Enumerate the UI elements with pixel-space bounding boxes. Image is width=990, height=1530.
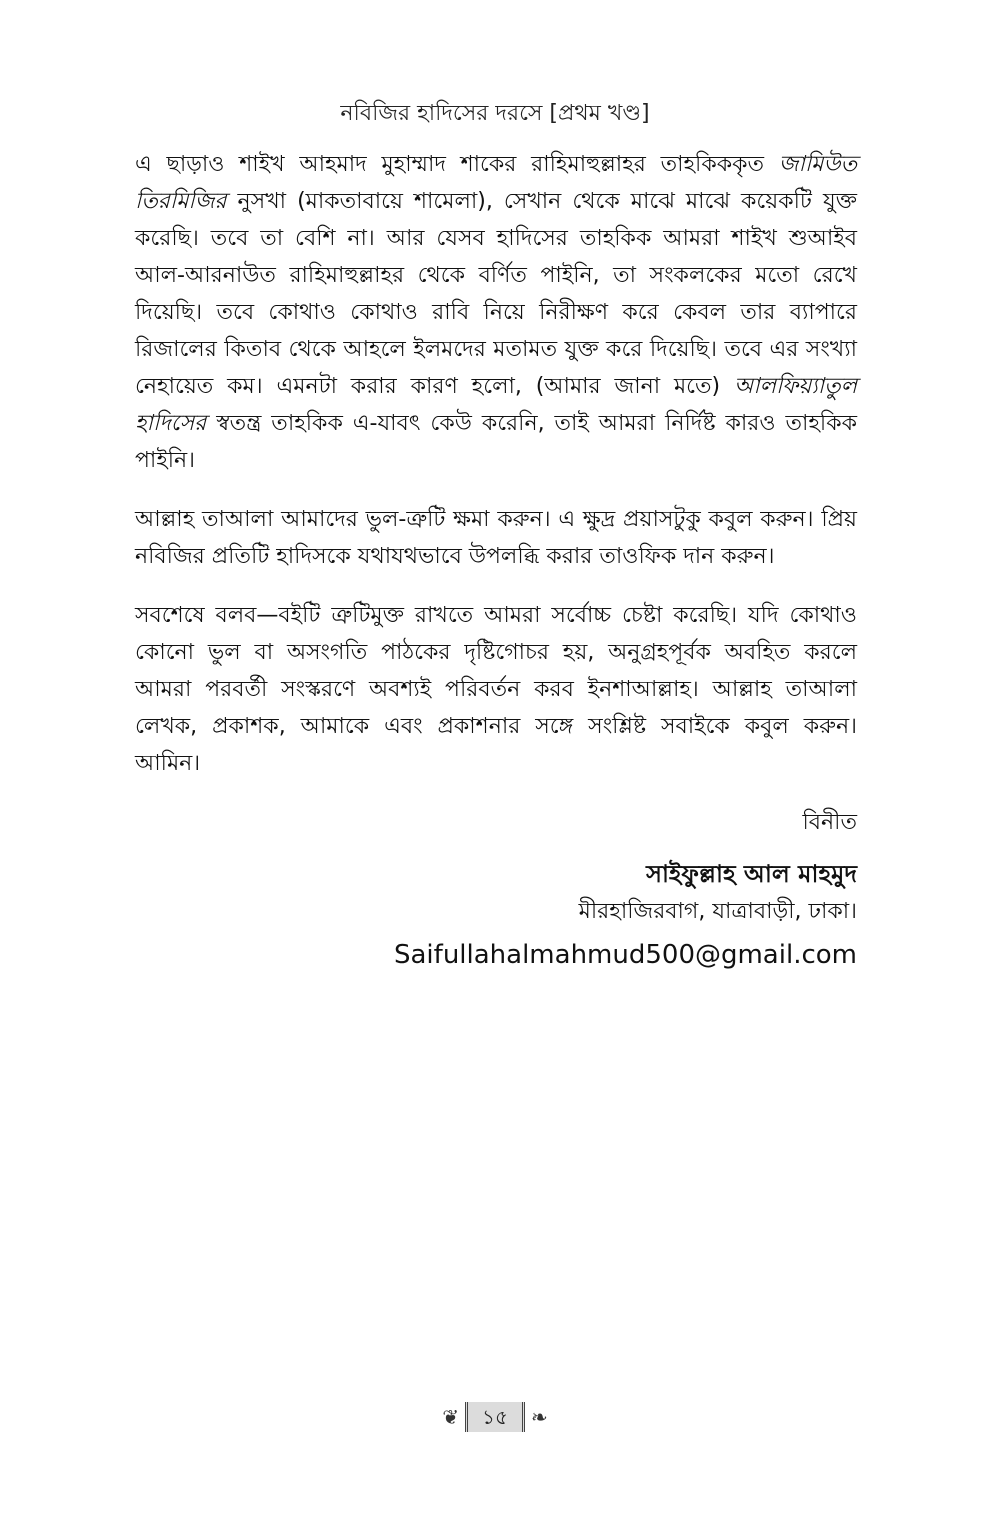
page-footer (0, 1402, 990, 1432)
paragraph-1 (135, 146, 857, 479)
paragraph-2: আল্লাহ তাআলা আমাদের ভুল-ত্রুটি ক্ষমা করুন। এ ক্ষুদ্র প্রয়াসটুকু কবুল করুন। প্রিয় নবিজির প্রতিটি হাদিসকে যথাযথভাবে উপলব্ধি করার তাওফিক দান করুন। (135, 507, 857, 569)
left-ornament-icon: ❦ (442, 1405, 460, 1429)
paragraph-1-text-b: নুসখা (মাকতাবায়ে শামেলা), সেখান থেকে মাঝে মাঝে কয়েকটি যুক্ত করেছি। তবে তা বেশি না। আর যেসব হাদিসের তাহকিক আমরা শাইখ শুআইব আল-আরনাউত রাহিমাহুল্লাহর থেকে বর্ণিত পাইনি, তা সংকলকের মতো রেখে দিয়েছি। তবে কোথাও কোথাও রাবি নিয়ে নিরীক্ষণ করে কেবল তার ব্যাপারে রিজালের কিতাব থেকে আহলে ইলমদের মতামত যুক্ত করে দিয়েছি। তবে এর সংখ্যা নেহায়েত কম। এমনটা করার কারণ হলো, (আমার জানা মতে) (135, 189, 857, 399)
page-number: ১৫ (465, 1402, 525, 1432)
right-ornament-icon: ❧ (530, 1405, 548, 1429)
closing-salutation: বিনীত (802, 810, 857, 835)
page-content (135, 146, 857, 977)
author-name: সাইফুল্লাহ আল মাহমুদ (646, 860, 857, 888)
book-title-jami-tirmidhi: জামিউত তিরমিজির (135, 152, 857, 214)
signature-block (135, 804, 857, 977)
paragraph-3: সবশেষে বলব—বইটি ত্রুটিমুক্ত রাখতে আমরা সর্বোচ্চ চেষ্টা করেছি। যদি কোথাও কোনো ভুল বা অসংগতি পাঠকের দৃষ্টিগোচর হয়, অনুগ্রহপূর্বক অবহিত করলে আমরা পরবর্তী সংস্করণে অবশ্যই পরিবর্তন করব ইনশাআল্লাহ। আল্লাহ তাআলা লেখক, প্রকাশক, আমাকে এবং প্রকাশনার সঙ্গে সংশ্লিষ্ট সবাইকে কবুল করুন। আমিন। (135, 603, 857, 776)
author-address: মীরহাজিরবাগ, যাত্রাবাড়ী, ঢাকা। (578, 899, 857, 924)
paragraph-1-text-a: এ ছাড়াও শাইখ আহমাদ মুহাম্মাদ শাকের রাহিমাহুল্লাহর তাহকিককৃত (135, 152, 779, 177)
paragraph-1-text-c: স্বতন্ত্র তাহকিক এ-যাবৎ কেউ করেনি, তাই আমরা নির্দিষ্ট কারও তাহকিক পাইনি। (135, 411, 857, 473)
book-title-alfiyyatul-hadith: আলফিয়্যাতুল হাদিসের (135, 374, 857, 436)
running-header: নবিজির হাদিসের দরসে [প্রথম খণ্ড] (340, 101, 650, 126)
author-email: Saifullahalmahmud500@gmail.com (394, 940, 857, 970)
